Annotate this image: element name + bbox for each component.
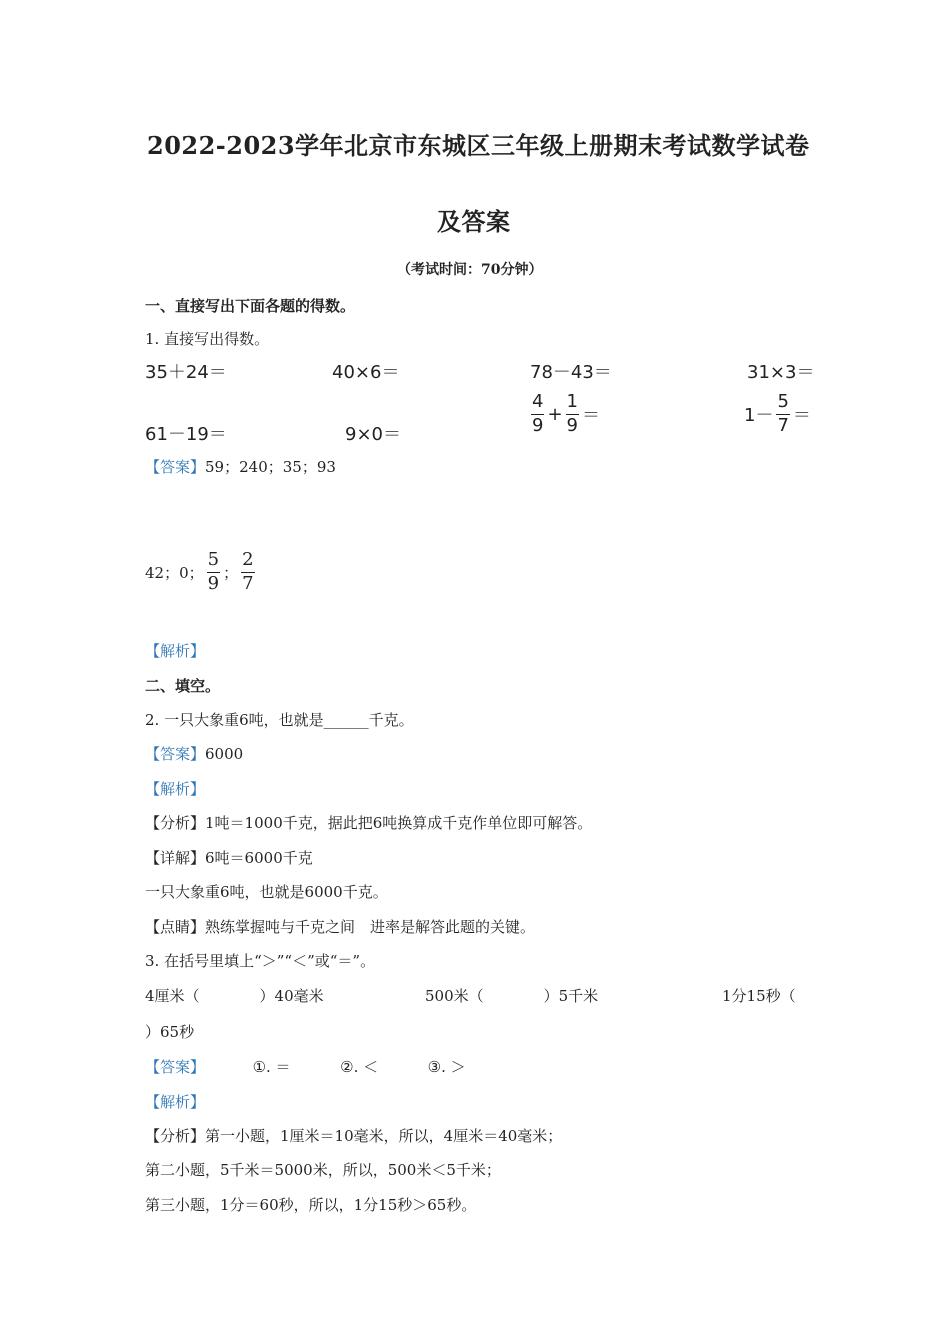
denominator: 9 <box>566 414 578 436</box>
equals-sign: ＝ <box>582 405 600 427</box>
q3-line-3: 第三小题，1分＝60秒，所以，1分15秒＞65秒。 <box>145 1196 477 1214</box>
numerator: 1 <box>566 393 579 415</box>
separator: ； <box>223 563 239 582</box>
fraction <box>776 393 789 436</box>
plus-sign: + <box>547 403 563 425</box>
q3-item-3-cont: ）65秒 <box>145 1023 195 1041</box>
fraction <box>566 393 579 436</box>
q3-answer <box>145 1056 466 1077</box>
q2-stem: 2. 一只大象重6吨，也就是______千克。 <box>145 711 414 729</box>
q1-expr-1: 35＋24＝ <box>145 362 227 383</box>
exam-time: （考试时间：70分钟） <box>397 262 543 278</box>
q1-expr-3: 78－43＝ <box>530 362 612 383</box>
fenxi-label: 【分析】 <box>145 1127 206 1145</box>
q2-line: 一只大象重6吨，也就是6000千克。 <box>145 883 388 901</box>
answer-label: 【答案】 <box>145 458 206 476</box>
q1-expr-2: 40×6＝ <box>332 362 400 383</box>
dianjing-text: 熟练掌握吨与千克之间 进率是解答此题的关键。 <box>205 918 536 936</box>
numerator: 2 <box>241 551 254 573</box>
equals-sign: ＝ <box>792 405 811 427</box>
numerator: 5 <box>207 551 220 573</box>
answer-text: 59；240；35；93 <box>205 458 336 476</box>
answer-text: 6000 <box>205 745 244 763</box>
q3-item-1: 4厘米（ ）40毫米 <box>145 987 324 1005</box>
denominator: 9 <box>532 414 544 436</box>
q3-fenxi <box>145 1125 562 1146</box>
denominator: 7 <box>777 414 789 436</box>
q1-expr-4: 31×3＝ <box>747 362 815 383</box>
denominator: 7 <box>242 572 254 594</box>
q1-expr-8 <box>744 393 811 436</box>
q1-analysis-label: 【解析】 <box>145 642 206 660</box>
answer-fraction <box>241 551 254 594</box>
answer-2: ②. ＜ <box>340 1058 379 1076</box>
xiangjie-text: 6吨＝6000千克 <box>205 849 313 867</box>
q3-analysis-label: 【解析】 <box>145 1093 206 1111</box>
q2-answer <box>145 743 243 764</box>
q1-answer <box>145 456 336 477</box>
xiangjie-label: 【详解】 <box>145 849 206 867</box>
q2-dianjing <box>145 916 535 937</box>
q1-stem: 1. 直接写出得数。 <box>145 330 270 348</box>
answer-1: ①. ＝ <box>252 1058 291 1076</box>
section2-heading: 二、填空。 <box>145 677 221 695</box>
fraction <box>531 393 544 436</box>
q3-stem: 3. 在括号里填上“＞”“＜”或“＝”。 <box>145 952 376 970</box>
q2-analysis-label: 【解析】 <box>145 780 206 798</box>
q3-line-2: 第二小题，5千米＝5000米，所以，500米＜5千米； <box>145 1161 501 1179</box>
fenxi-text: 1吨＝1000千克，据此把6吨换算成千克作单位即可解答。 <box>205 814 593 832</box>
denominator: 9 <box>207 572 220 594</box>
q1-expr-6: 9×0＝ <box>345 424 401 445</box>
answer-line2-text: 42；0； <box>145 563 204 582</box>
answer-label: 【答案】 <box>145 745 206 763</box>
answer-label: 【答案】 <box>145 1058 206 1076</box>
section1-heading: 一、直接写出下面各题的得数。 <box>145 297 356 315</box>
q2-xiangjie <box>145 847 313 868</box>
fenxi-label: 【分析】 <box>145 814 206 832</box>
fenxi-text: 第一小题，1厘米＝10毫米，所以，4厘米＝40毫米； <box>205 1127 563 1145</box>
q1-answer-line2 <box>145 551 255 594</box>
q1-expr-5: 61－19＝ <box>145 424 227 445</box>
prefix: 1－ <box>744 405 774 427</box>
answer-3: ③. ＞ <box>427 1058 466 1076</box>
q1-expr-7 <box>531 393 600 436</box>
numerator: 4 <box>531 393 544 415</box>
answer-fraction <box>207 551 220 594</box>
dianjing-label: 【点睛】 <box>145 918 206 936</box>
numerator: 5 <box>776 393 789 415</box>
q2-fenxi <box>145 812 592 833</box>
page-title: 2022-2023学年北京市东城区三年级上册期末考试数学试卷 <box>147 131 810 160</box>
q3-item-2: 500米（ ）5千米 <box>425 987 599 1005</box>
q3-item-3: 1分15秒（ <box>722 987 796 1005</box>
page-title-line2: 及答案 <box>437 207 511 236</box>
